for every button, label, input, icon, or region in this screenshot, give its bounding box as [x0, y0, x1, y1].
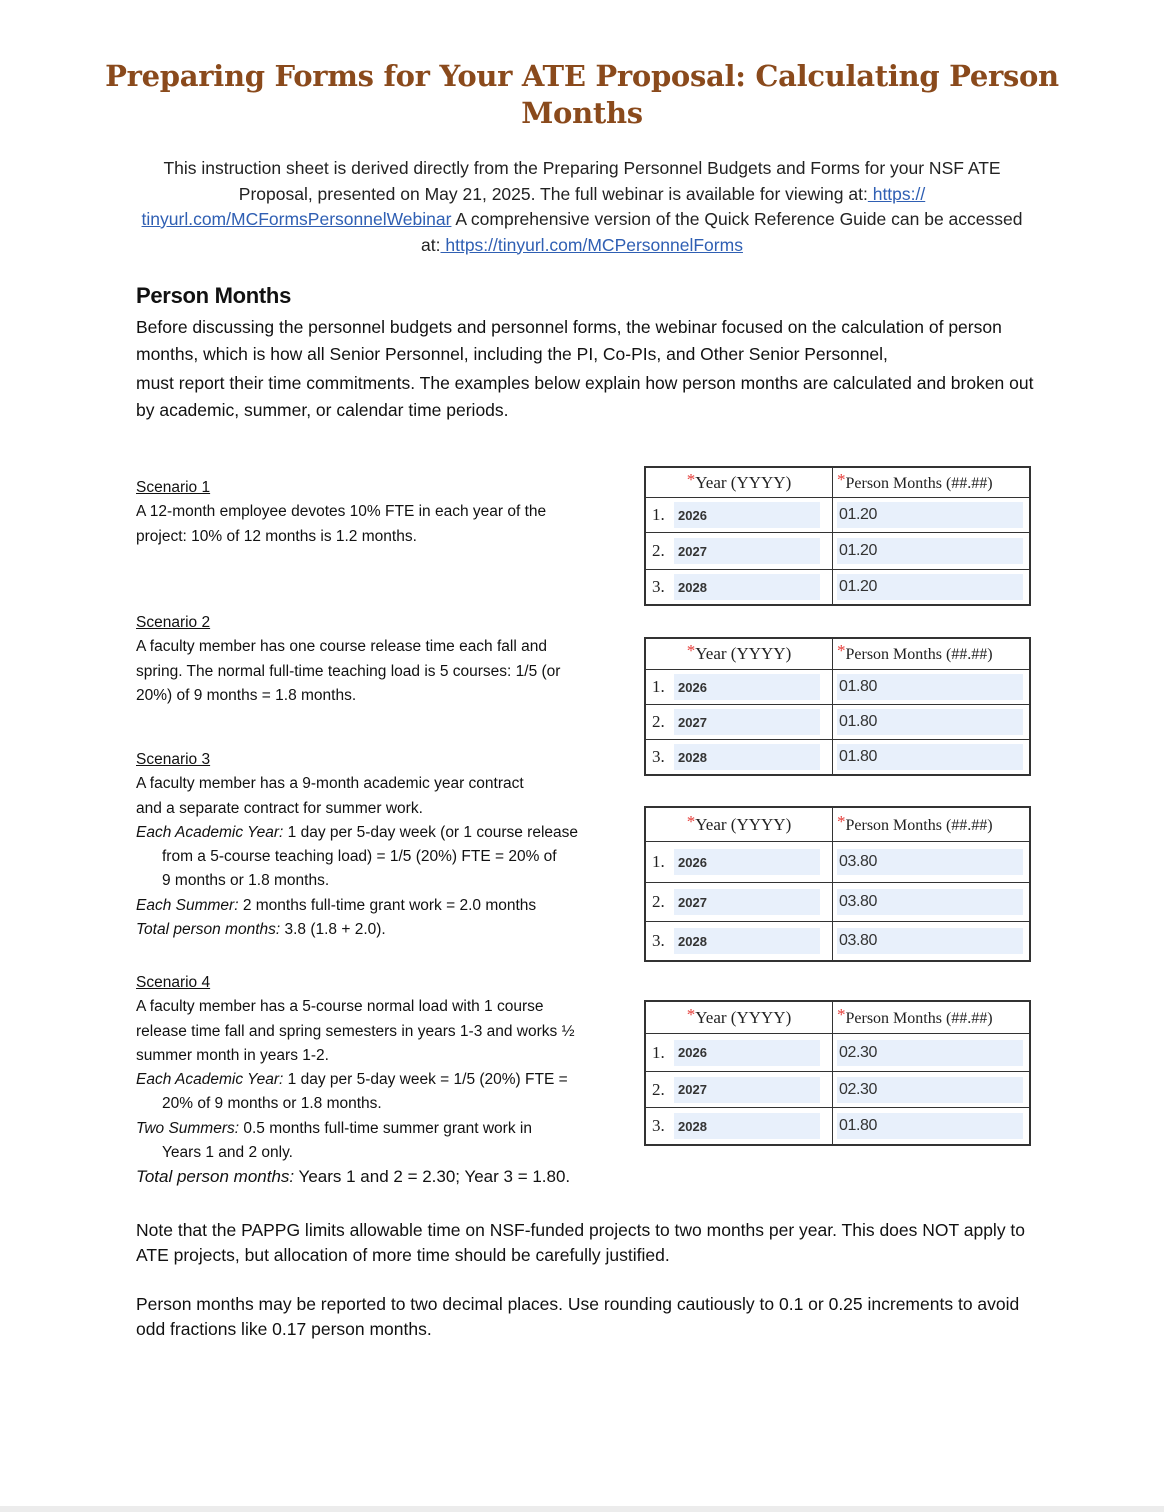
form-row [646, 669, 1029, 704]
pm-header-cell [833, 468, 1029, 497]
year-header-cell [646, 468, 833, 497]
scenario-line: spring. The normal full-time teaching load is 5 courses: 1/5 (or [136, 662, 561, 680]
row-number: 1. [652, 677, 665, 696]
section-body-part-2: must report their time commitments. The examples below explain how person months are calculated and broken out by academic, summer, or calendar time periods. [136, 373, 1034, 420]
academic-year-text: 1 day per 5-day week = 1/5 (20%) FTE = [283, 1071, 568, 1089]
year-input[interactable]: 2026 [674, 502, 820, 528]
year-input[interactable]: 2028 [674, 744, 820, 770]
row-number: 3. [652, 747, 665, 766]
scenario-4 [136, 971, 631, 1190]
webinar-link[interactable]: https:// tinyurl.com/MCFormsPersonnelWebinar [141, 183, 926, 229]
row-number: 1. [652, 505, 665, 524]
summer-label: Each Summer: [136, 896, 239, 914]
form-row [646, 569, 1029, 604]
pm-header: Person Months (##.##) [845, 646, 993, 663]
required-marker: * [837, 811, 846, 831]
scenario-1 [136, 476, 631, 549]
academic-year-continuation: 20% of 9 months or 1.8 months. [162, 1095, 382, 1113]
summer-continuation: Years 1 and 2 only. [162, 1144, 293, 1162]
scenario-line: A faculty member has one course release time each fall and [136, 638, 547, 656]
scenario-title: Scenario 2 [136, 614, 211, 631]
person-months-form-4 [644, 1000, 1031, 1146]
pm-header: Person Months (##.##) [845, 474, 993, 492]
person-months-input[interactable]: 01.80 [837, 744, 1023, 770]
total-text: Years 1 and 2 = 2.30; Year 3 = 1.80. [294, 1167, 571, 1187]
pm-header: Person Months (##.##) [845, 816, 993, 834]
person-months-input[interactable]: 03.80 [837, 928, 1023, 954]
scenario-line: and a separate contract for summer work. [136, 799, 423, 817]
row-number: 3. [652, 1116, 665, 1135]
row-number: 2. [652, 1079, 665, 1099]
scenario-title: Scenario 1 [136, 479, 211, 496]
required-marker: * [686, 641, 696, 660]
year-header: Year (YYYY) [695, 814, 792, 834]
scenario-line: A faculty member has a 5-course normal load with 1 course [136, 998, 544, 1016]
scenario-line: 20%) of 9 months = 1.8 months. [136, 686, 357, 704]
person-months-input[interactable]: 02.30 [837, 1077, 1023, 1103]
academic-year-line [136, 1068, 631, 1092]
scenario-line: A faculty member has a 9-month academic year contract [136, 775, 524, 793]
form-row [646, 841, 1029, 882]
year-input[interactable]: 2028 [674, 928, 820, 954]
person-months-input[interactable]: 01.20 [837, 538, 1023, 564]
section-body [136, 314, 1036, 423]
pm-header: Person Months (##.##) [845, 1009, 993, 1027]
year-input[interactable]: 2028 [674, 1113, 820, 1139]
person-months-input[interactable]: 01.20 [837, 502, 1023, 528]
scenario-line: project: 10% of 12 months is 1.2 months. [136, 527, 417, 545]
scenario-2 [136, 611, 631, 708]
row-number: 2. [652, 712, 665, 731]
year-input[interactable]: 2027 [674, 889, 820, 915]
total-text: 3.8 (1.8 + 2.0). [280, 921, 386, 939]
person-months-form-2 [644, 637, 1031, 776]
year-input[interactable]: 2026 [674, 674, 820, 700]
person-months-input[interactable]: 03.80 [837, 889, 1023, 915]
required-marker: * [686, 811, 696, 831]
form-row [646, 921, 1029, 960]
person-months-form-1 [644, 466, 1031, 606]
intro-text: This instruction sheet is derived directly from the Preparing Personnel Budgets and Forms for your NSF ATE Proposal, presented on May 21, 2025. The full webinar is available for viewing at: [163, 158, 1001, 204]
form-row [646, 1107, 1029, 1144]
page-title: Preparing Forms for Your ATE Proposal: Calculating Person Months [105, 59, 1059, 130]
person-months-input[interactable]: 01.80 [837, 674, 1023, 700]
year-input[interactable]: 2028 [674, 574, 820, 600]
academic-year-label: Each Academic Year: [136, 823, 284, 841]
form-row [646, 497, 1029, 532]
scenario-title: Scenario 3 [136, 751, 211, 768]
form-row [646, 882, 1029, 921]
row-number: 1. [652, 1042, 665, 1062]
form-header-row [646, 468, 1029, 497]
summer-line [136, 894, 631, 918]
required-marker: * [837, 469, 846, 489]
section-body-part-1: Before discussing the personnel budgets and personnel forms, the webinar focused on the calculation of person months, which is how all Senior Personnel, including the PI, Co-PIs, and Other Senior Personnel, [136, 317, 1002, 364]
intro-paragraph [130, 156, 1034, 258]
year-input[interactable]: 2026 [674, 1040, 820, 1066]
row-number: 3. [652, 577, 665, 596]
year-input[interactable]: 2027 [674, 709, 820, 735]
required-marker: * [686, 1004, 696, 1024]
total-line [136, 1165, 631, 1189]
academic-year-text: 1 day per 5-day week (or 1 course release [283, 823, 578, 841]
total-label: Total person months: [136, 921, 281, 939]
row-number: 3. [652, 931, 665, 950]
scenario-line: A 12-month employee devotes 10% FTE in each year of the [136, 503, 547, 521]
year-input[interactable]: 2027 [674, 1077, 820, 1103]
row-number: 1. [652, 852, 665, 871]
summer-label: Two Summers: [136, 1119, 240, 1137]
academic-year-line [136, 821, 631, 845]
row-number: 2. [652, 541, 665, 560]
pappg-note: Note that the PAPPG limits allowable time on NSF-funded projects to two months per year. This does NOT apply to ATE projects, but allocation of more time should be carefully justified. [136, 1220, 1026, 1265]
form-row [646, 1033, 1029, 1071]
form-header-row [646, 808, 1029, 841]
section-heading: Person Months [136, 283, 291, 308]
academic-year-continuation: 9 months or 1.8 months. [162, 872, 330, 890]
person-months-input[interactable]: 02.30 [837, 1040, 1023, 1066]
year-header: Year (YYYY) [695, 644, 792, 663]
required-marker: * [686, 469, 696, 489]
academic-year-continuation: from a 5-course teaching load) = 1/5 (20%) FTE = 20% of [162, 848, 557, 866]
required-marker: * [837, 1004, 846, 1024]
intro-text-2: A comprehensive version of the Quick Reference Guide can be accessed at: [421, 209, 1023, 255]
scenario-line: summer month in years 1-2. [136, 1046, 329, 1064]
person-months-input[interactable]: 03.80 [837, 849, 1023, 875]
required-marker: * [837, 641, 846, 660]
year-header: Year (YYYY) [695, 472, 792, 492]
summer-text: 0.5 months full-time summer grant work in [239, 1119, 532, 1137]
person-months-input[interactable]: 01.80 [837, 1113, 1023, 1139]
year-input[interactable]: 2026 [674, 849, 820, 875]
total-label: Total person months: [136, 1167, 295, 1187]
page-edge [0, 1506, 1164, 1512]
total-line [136, 918, 631, 942]
row-number: 2. [652, 892, 665, 911]
year-input[interactable]: 2027 [674, 538, 820, 564]
summer-text: 2 months full-time grant work = 2.0 months [238, 896, 537, 914]
scenario-title: Scenario 4 [136, 974, 211, 991]
scenario-line: release time fall and spring semesters in years 1-3 and works ½ [136, 1022, 575, 1040]
rounding-note: Person months may be reported to two decimal places. Use rounding cautiously to 0.1 or 0.25 increments to avoid odd fractions like 0.17 person months. [136, 1294, 1020, 1339]
form-row [646, 704, 1029, 739]
person-months-form-3 [644, 806, 1031, 962]
form-header-row [646, 639, 1029, 669]
summer-line [136, 1117, 631, 1141]
year-header: Year (YYYY) [695, 1007, 792, 1027]
person-months-input[interactable]: 01.20 [837, 574, 1023, 600]
person-months-input[interactable]: 01.80 [837, 709, 1023, 735]
scenario-3 [136, 748, 631, 942]
academic-year-label: Each Academic Year: [136, 1071, 284, 1089]
form-row [646, 532, 1029, 569]
form-row [646, 739, 1029, 774]
personnel-forms-link[interactable]: https://tinyurl.com/MCPersonnelForms [440, 234, 743, 255]
form-row [646, 1071, 1029, 1107]
form-header-row [646, 1002, 1029, 1033]
